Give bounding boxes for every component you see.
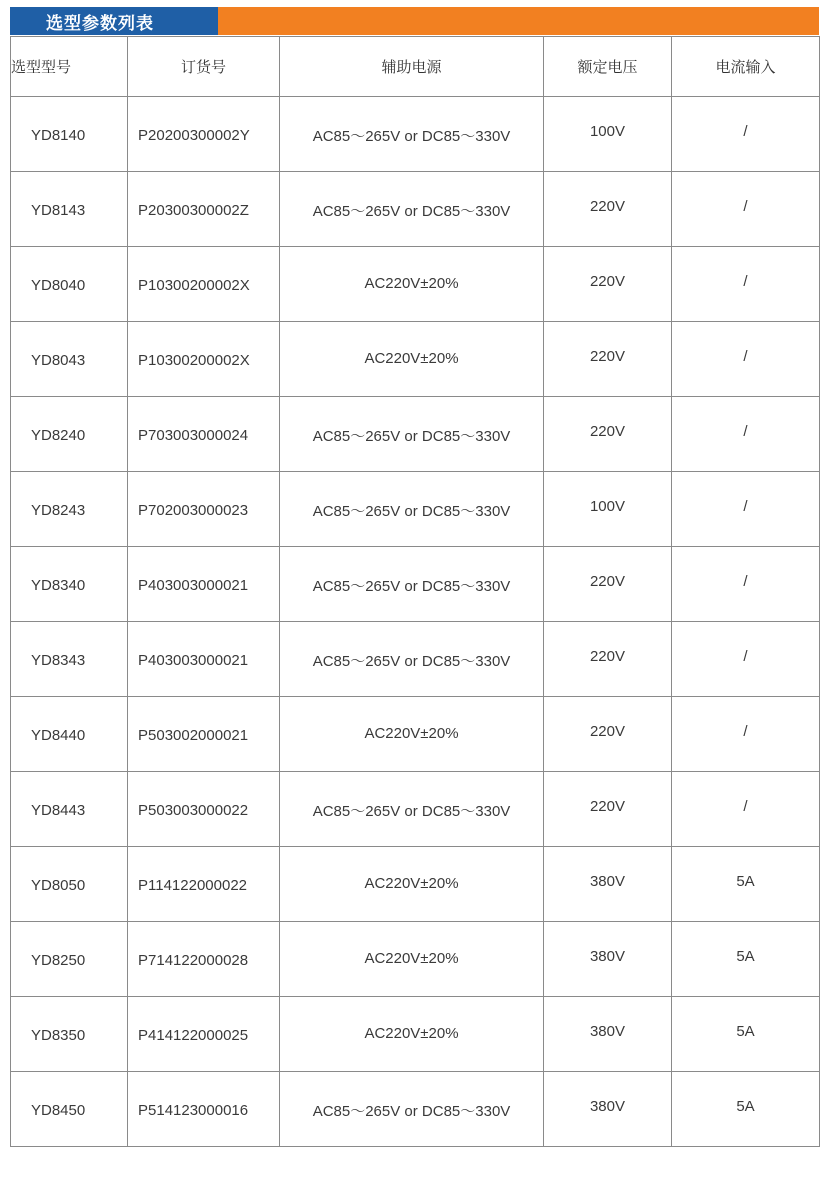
current-input-cell	[672, 997, 820, 1072]
current-input-cell	[672, 622, 820, 697]
auxiliary-power-cell	[280, 622, 544, 697]
header-model: 选型型号	[11, 37, 128, 97]
auxiliary-power-cell-text: AC85～265V or DC85～330V	[312, 203, 511, 220]
auxiliary-power-cell-text: AC220V±20%	[364, 275, 459, 292]
auxiliary-power-cell-text: AC85～265V or DC85～330V	[312, 653, 511, 670]
model-cell	[11, 1072, 128, 1147]
order-number-cell	[128, 922, 280, 997]
rated-voltage-cell-text: 220V	[589, 723, 626, 740]
order-number-cell-text: P403003000021	[138, 652, 249, 669]
model-cell-text: YD8340	[31, 577, 86, 594]
model-cell-text: YD8050	[31, 877, 86, 894]
model-cell	[11, 472, 128, 547]
rated-voltage-cell-text: 220V	[589, 198, 626, 215]
order-number-cell	[128, 997, 280, 1072]
auxiliary-power-cell	[280, 547, 544, 622]
table-row	[11, 772, 820, 847]
auxiliary-power-cell-text: AC85～265V or DC85～330V	[312, 578, 511, 595]
current-input-cell	[672, 847, 820, 922]
order-number-cell-text: P514123000016	[138, 1102, 249, 1119]
model-cell-text: YD8250	[31, 952, 86, 969]
model-cell	[11, 697, 128, 772]
auxiliary-power-cell-text: AC220V±20%	[364, 950, 459, 967]
model-cell	[11, 322, 128, 397]
model-cell-text: YD8243	[31, 502, 86, 519]
order-number-cell	[128, 247, 280, 322]
current-input-cell-text: 5A	[736, 1098, 755, 1115]
auxiliary-power-cell	[280, 772, 544, 847]
table-row	[11, 547, 820, 622]
rated-voltage-cell	[544, 97, 672, 172]
auxiliary-power-cell	[280, 922, 544, 997]
auxiliary-power-cell	[280, 472, 544, 547]
rated-voltage-cell	[544, 322, 672, 397]
auxiliary-power-cell	[280, 997, 544, 1072]
rated-voltage-cell	[544, 847, 672, 922]
table-row	[11, 397, 820, 472]
current-input-cell-text: 5A	[736, 873, 755, 890]
model-cell-text: YD8450	[31, 1102, 86, 1119]
current-input-cell	[672, 772, 820, 847]
order-number-cell	[128, 547, 280, 622]
current-input-cell	[672, 247, 820, 322]
table-row	[11, 247, 820, 322]
current-input-cell-text: /	[743, 273, 748, 290]
model-cell-text: YD8040	[31, 277, 86, 294]
current-input-cell	[672, 1072, 820, 1147]
model-cell-text: YD8343	[31, 652, 86, 669]
table-body	[11, 97, 820, 1147]
order-number-cell-text: P703003000024	[138, 427, 249, 444]
rated-voltage-cell	[544, 172, 672, 247]
rated-voltage-cell	[544, 997, 672, 1072]
table-row	[11, 697, 820, 772]
rated-voltage-cell	[544, 472, 672, 547]
order-number-cell-text: P10300200002X	[138, 352, 250, 369]
model-cell-text: YD8440	[31, 727, 86, 744]
rated-voltage-cell	[544, 547, 672, 622]
order-number-cell-text: P714122000028	[138, 952, 249, 969]
rated-voltage-cell-text: 100V	[589, 498, 626, 515]
table-row	[11, 922, 820, 997]
order-number-cell	[128, 697, 280, 772]
current-input-cell-text: /	[743, 723, 748, 740]
rated-voltage-cell-text: 380V	[589, 1098, 626, 1115]
order-number-cell	[128, 97, 280, 172]
rated-voltage-cell-text: 220V	[589, 648, 626, 665]
header-order-number: 订货号	[128, 37, 280, 97]
model-cell-text: YD8350	[31, 1027, 86, 1044]
order-number-cell-text: P20300300002Z	[138, 202, 249, 219]
auxiliary-power-cell-text: AC220V±20%	[364, 1025, 459, 1042]
current-input-cell-text: /	[743, 123, 748, 140]
rated-voltage-cell-text: 220V	[589, 348, 626, 365]
rated-voltage-cell-text: 380V	[589, 948, 626, 965]
rated-voltage-cell	[544, 1072, 672, 1147]
auxiliary-power-cell	[280, 397, 544, 472]
auxiliary-power-cell-text: AC85～265V or DC85～330V	[312, 128, 511, 145]
auxiliary-power-cell	[280, 172, 544, 247]
current-input-cell	[672, 397, 820, 472]
order-number-cell-text: P114122000022	[138, 877, 247, 894]
rated-voltage-cell-text: 220V	[589, 573, 626, 590]
header-rated-voltage: 额定电压	[544, 37, 672, 97]
order-number-cell-text: P20200300002Y	[138, 127, 250, 144]
model-cell-text: YD8140	[31, 127, 86, 144]
model-cell	[11, 772, 128, 847]
rated-voltage-cell-text: 380V	[589, 1023, 626, 1040]
order-number-cell-text: P702003000023	[138, 502, 249, 519]
rated-voltage-cell-text: 100V	[589, 123, 626, 140]
order-number-cell	[128, 622, 280, 697]
rated-voltage-cell	[544, 622, 672, 697]
rated-voltage-cell-text: 380V	[589, 873, 626, 890]
current-input-cell-text: /	[743, 798, 748, 815]
model-cell	[11, 622, 128, 697]
model-cell	[11, 847, 128, 922]
current-input-cell-text: /	[743, 648, 748, 665]
current-input-cell-text: /	[743, 198, 748, 215]
rated-voltage-cell-text: 220V	[589, 798, 626, 815]
current-input-cell	[672, 97, 820, 172]
current-input-cell	[672, 697, 820, 772]
auxiliary-power-cell-text: AC220V±20%	[364, 875, 459, 892]
model-cell-text: YD8443	[31, 802, 86, 819]
auxiliary-power-cell	[280, 97, 544, 172]
table-row	[11, 322, 820, 397]
current-input-cell-text: /	[743, 423, 748, 440]
auxiliary-power-cell-text: AC85～265V or DC85～330V	[312, 803, 511, 820]
auxiliary-power-cell-text: AC85～265V or DC85～330V	[312, 428, 511, 445]
model-cell	[11, 397, 128, 472]
model-cell	[11, 97, 128, 172]
current-input-cell	[672, 472, 820, 547]
current-input-cell	[672, 922, 820, 997]
table-row	[11, 97, 820, 172]
auxiliary-power-cell-text: AC85～265V or DC85～330V	[312, 503, 511, 520]
rated-voltage-cell	[544, 922, 672, 997]
current-input-cell-text: 5A	[736, 1023, 755, 1040]
model-cell-text: YD8043	[31, 352, 86, 369]
section-title: 选型参数列表	[10, 7, 218, 35]
current-input-cell-text: /	[743, 498, 748, 515]
order-number-cell-text: P403003000021	[138, 577, 249, 594]
order-number-cell	[128, 847, 280, 922]
model-cell-text: YD8143	[31, 202, 86, 219]
rated-voltage-cell-text: 220V	[589, 273, 626, 290]
auxiliary-power-cell	[280, 322, 544, 397]
section-title-bar	[10, 7, 819, 35]
rated-voltage-cell	[544, 697, 672, 772]
auxiliary-power-cell	[280, 1072, 544, 1147]
current-input-cell-text: /	[743, 573, 748, 590]
rated-voltage-cell	[544, 397, 672, 472]
table-row	[11, 622, 820, 697]
rated-voltage-cell-text: 220V	[589, 423, 626, 440]
auxiliary-power-cell-text: AC220V±20%	[364, 725, 459, 742]
table-row	[11, 997, 820, 1072]
current-input-cell	[672, 322, 820, 397]
model-cell	[11, 547, 128, 622]
rated-voltage-cell	[544, 772, 672, 847]
order-number-cell-text: P414122000025	[138, 1027, 249, 1044]
current-input-cell	[672, 547, 820, 622]
model-cell-text: YD8240	[31, 427, 86, 444]
table-header-row	[11, 37, 820, 97]
order-number-cell	[128, 322, 280, 397]
order-number-cell-text: P503003000022	[138, 802, 249, 819]
order-number-cell	[128, 397, 280, 472]
header-auxiliary-power: 辅助电源	[280, 37, 544, 97]
auxiliary-power-cell-text: AC220V±20%	[364, 350, 459, 367]
rated-voltage-cell	[544, 247, 672, 322]
auxiliary-power-cell	[280, 247, 544, 322]
order-number-cell	[128, 1072, 280, 1147]
model-cell	[11, 997, 128, 1072]
model-cell	[11, 922, 128, 997]
order-number-cell-text: P503002000021	[138, 727, 249, 744]
order-number-cell-text: P10300200002X	[138, 277, 250, 294]
table-row	[11, 847, 820, 922]
model-cell	[11, 247, 128, 322]
model-cell	[11, 172, 128, 247]
order-number-cell	[128, 172, 280, 247]
order-number-cell	[128, 472, 280, 547]
title-accent-bar	[218, 7, 819, 35]
order-number-cell	[128, 772, 280, 847]
header-current-input: 电流输入	[672, 37, 820, 97]
auxiliary-power-cell-text: AC85～265V or DC85～330V	[312, 1103, 511, 1120]
table-row	[11, 1072, 820, 1147]
auxiliary-power-cell	[280, 847, 544, 922]
auxiliary-power-cell	[280, 697, 544, 772]
current-input-cell	[672, 172, 820, 247]
current-input-cell-text: 5A	[736, 948, 755, 965]
table-row	[11, 472, 820, 547]
table-row	[11, 172, 820, 247]
selection-parameter-table	[10, 36, 820, 1147]
current-input-cell-text: /	[743, 348, 748, 365]
